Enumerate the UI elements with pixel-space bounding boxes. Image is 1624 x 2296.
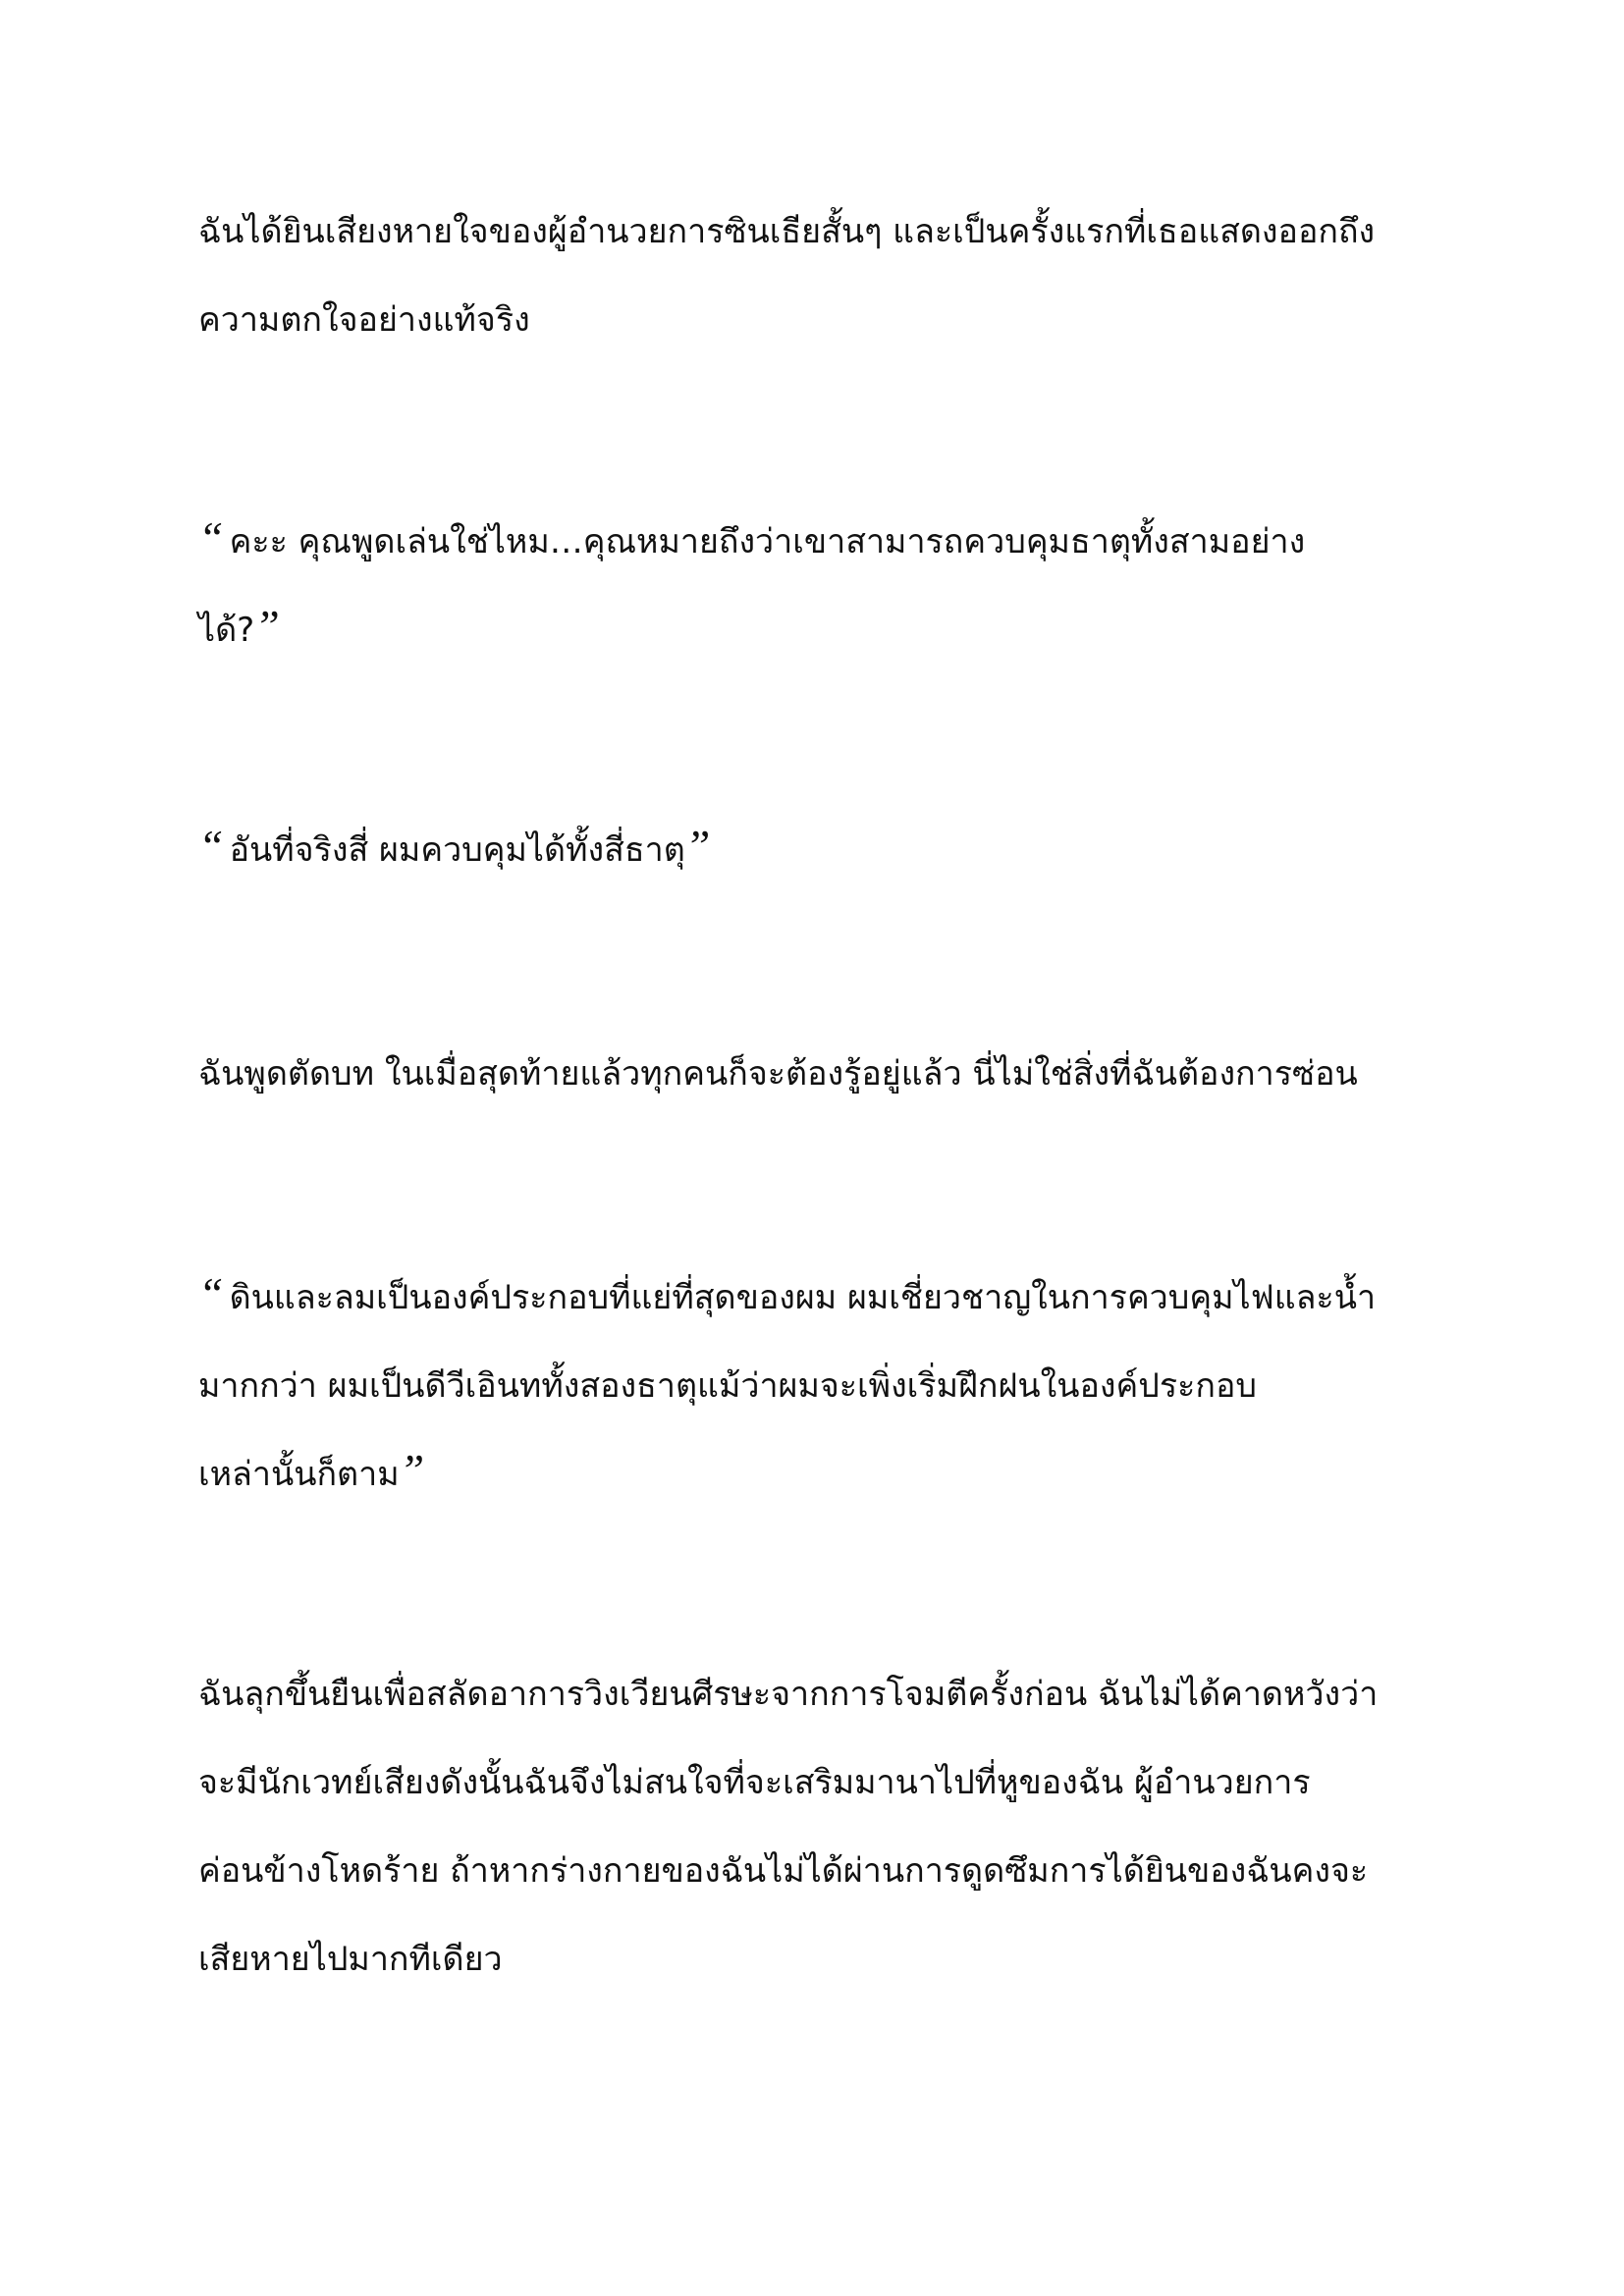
paragraph-1-line-2: ความตกใจอย่างแท้จริง [198, 300, 530, 340]
paragraph-5-line-3 [198, 1445, 425, 1498]
paragraph-6-line-2: จะมีนักเวทย์เสียงดังนั้นฉันจึงไม่สนใจที่จะเสริมมานาไปที่หูของฉัน ผู้อำนวยการ [198, 1763, 1311, 1802]
dialogue-text: เหล่านั้นก็ตาม [198, 1455, 400, 1494]
open-quote-mark: “ [198, 821, 224, 871]
paragraph-1-line-1: ฉันได้ยินเสียงหายใจของผู้อำนวยการซินเธียสั้นๆ และเป็นครั้งแรกที่เธอแสดงออกถึง [198, 212, 1376, 251]
close-quote-mark: ” [684, 821, 711, 871]
paragraph-6-line-3: ค่อนข้างโหดร้าย ถ้าหากร่างกายของฉันไม่ได้ผ่านการดูดซึมการได้ยินของฉันคงจะ [198, 1851, 1369, 1891]
paragraph-6-line-1: ฉันลุกขึ้นยืนเพื่อสลัดอาการวิงเวียนศีรษะจากการโจมตีครั้งก่อน ฉันไม่ได้คาดหวังว่า [198, 1675, 1379, 1714]
paragraph-2-line-2 [198, 601, 280, 654]
paragraph-6-line-4: เสียหายไปมากทีเดียว [198, 1940, 503, 1979]
dialogue-text: ดินและลมเป็นองค์ประกอบที่แย่ที่สุดของผม ผมเชี่ยวชาญในการควบคุมไฟและน้ำ [229, 1278, 1377, 1317]
open-quote-mark: “ [198, 512, 224, 562]
paragraph-4-line-1: ฉันพูดตัดบท ในเมื่อสุดท้ายแล้วทุกคนก็จะต้องรู้อยู่แล้ว นี่ไม่ใช่สิ่งที่ฉันต้องการซ่อน [198, 1054, 1358, 1094]
close-quote-mark: ” [254, 601, 280, 651]
dialogue-text: มากกว่า ผมเป็นดีวีเอินททั้งสองธาตุแม้ว่าผมจะเพิ่งเริ่มฝึกฝนในองค์ประกอบ [198, 1366, 1257, 1406]
open-quote-mark: “ [198, 1268, 224, 1318]
dialogue-text: อันที่จริงสี่ ผมควบคุมได้ทั้งสี่ธาตุ [229, 830, 685, 870]
paragraph-5-line-1 [198, 1268, 1377, 1321]
paragraph-5-line-2 [198, 1362, 1257, 1410]
paragraph-2-line-1 [198, 512, 1306, 565]
close-quote-mark: ” [399, 1445, 425, 1495]
dialogue-text: คะะ คุณพูดเล่นใช่ไหม…คุณหมายถึงว่าเขาสามารถควบคุมธาตุทั้งสามอย่าง [229, 522, 1306, 561]
paragraph-3-line-1 [198, 821, 711, 874]
dialogue-text: ได้? [198, 611, 255, 650]
